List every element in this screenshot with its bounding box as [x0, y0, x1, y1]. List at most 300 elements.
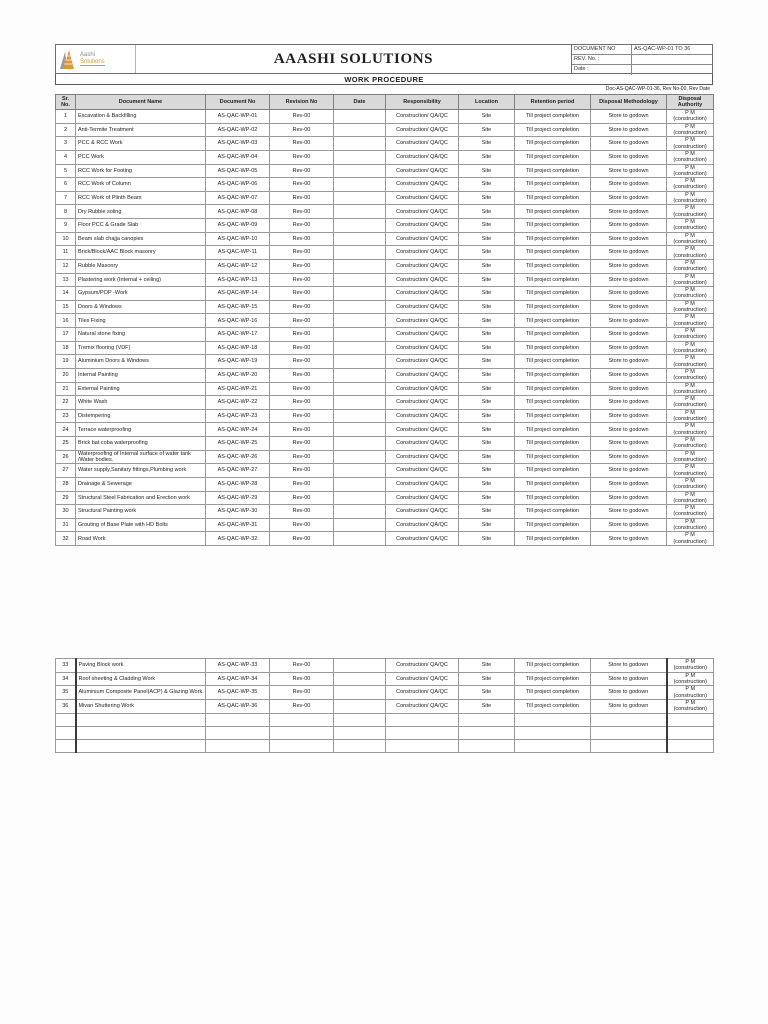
cell-location: Site — [459, 699, 515, 713]
table-row — [56, 328, 714, 342]
cell-sr-no: 27 — [56, 464, 76, 478]
cell-date — [334, 686, 386, 700]
cell-document-name: Mivan Shuttering Work — [76, 699, 206, 713]
cell-disposal-authority: P M (construction) — [667, 300, 714, 314]
cell-document-no: AS-QAC-WP-32 — [206, 532, 270, 546]
cell-location: Site — [459, 423, 515, 437]
cell-date — [334, 205, 386, 219]
table-row — [56, 355, 714, 369]
cell-responsibility: Construction/ QA/QC — [386, 178, 459, 192]
cell-date — [334, 382, 386, 396]
cell-document-name: White Wash — [76, 396, 206, 410]
cell-disposal-methodology: Store to godown — [591, 518, 667, 532]
cell-disposal-methodology: Store to godown — [591, 409, 667, 423]
cell-location: Site — [459, 437, 515, 451]
logo-wordmark — [80, 52, 105, 66]
cell-revision-no: Rev-00 — [270, 505, 334, 519]
cell-document-no: AS-QAC-WP-11 — [206, 246, 270, 260]
cell-disposal-methodology: Store to godown — [591, 150, 667, 164]
cell-location: Site — [459, 341, 515, 355]
cell-disposal-authority: P M (construction) — [667, 672, 714, 686]
cell-responsibility: Construction/ QA/QC — [386, 341, 459, 355]
cell-date — [334, 491, 386, 505]
cell-document-no — [206, 739, 270, 752]
table-row — [56, 437, 714, 451]
table-row — [56, 686, 714, 700]
company-title: AAASHI SOLUTIONS — [273, 50, 434, 67]
table-row — [56, 205, 714, 219]
cell-disposal-methodology: Store to godown — [591, 164, 667, 178]
cell-document-name: Grouting of Base Plate with HD Bolts — [76, 518, 206, 532]
cell-document-no: AS-QAC-WP-16 — [206, 314, 270, 328]
work-procedure-sheet — [55, 44, 713, 753]
cell-disposal-authority: P M (construction) — [667, 699, 714, 713]
table-row — [56, 219, 714, 233]
cell-revision-no: Rev-00 — [270, 532, 334, 546]
logo-text-bottom: Solutions — [80, 58, 105, 65]
cell-sr-no: 30 — [56, 505, 76, 519]
cell-sr-no: 3 — [56, 137, 76, 151]
cell-revision-no: Rev-00 — [270, 259, 334, 273]
cell-revision-no: Rev-00 — [270, 699, 334, 713]
cell-sr-no: 16 — [56, 314, 76, 328]
cell-sr-no: 21 — [56, 382, 76, 396]
cell-document-name: RCC Work of Column — [76, 178, 206, 192]
cell-document-no: AS-QAC-WP-36 — [206, 699, 270, 713]
cell-document-name: RCC Work for Footing — [76, 164, 206, 178]
cell-retention-period: Till project completion — [515, 686, 591, 700]
cell-document-name: Gypsum/POP -Work — [76, 287, 206, 301]
cell-revision-no: Rev-00 — [270, 341, 334, 355]
cell-revision-no: Rev-00 — [270, 437, 334, 451]
cell-disposal-methodology: Store to godown — [591, 437, 667, 451]
cell-location: Site — [459, 178, 515, 192]
cell-revision-no: Rev-00 — [270, 287, 334, 301]
cell-document-name: Aluminium Composite Panel(ACP) & Glazing Work. — [76, 686, 206, 700]
cell-disposal-methodology: Store to godown — [591, 368, 667, 382]
info-label: DOCUMENT NO — [572, 45, 632, 54]
cell-responsibility: Construction/ QA/QC — [386, 368, 459, 382]
cell-document-no: AS-QAC-WP-27 — [206, 464, 270, 478]
page-title: WORK PROCEDURE — [55, 74, 713, 85]
cell-disposal-methodology: Store to godown — [591, 259, 667, 273]
cell-sr-no: 1 — [56, 110, 76, 124]
cell-responsibility — [386, 739, 459, 752]
cell-document-name: Road Work — [76, 532, 206, 546]
table-row — [56, 287, 714, 301]
cell-location: Site — [459, 328, 515, 342]
cell-document-no: AS-QAC-WP-07 — [206, 191, 270, 205]
cell-sr-no: 35 — [56, 686, 76, 700]
info-label: Date : — [572, 65, 632, 75]
cell-document-name: Natural stone fixing — [76, 328, 206, 342]
cell-document-no: AS-QAC-WP-33 — [206, 659, 270, 673]
cell-sr-no: 33 — [56, 659, 76, 673]
cell-revision-no: Rev-00 — [270, 137, 334, 151]
cell-revision-no: Rev-00 — [270, 672, 334, 686]
cell-sr-no — [56, 739, 76, 752]
cell-disposal-methodology: Store to godown — [591, 178, 667, 192]
cell-date — [334, 739, 386, 752]
cell-document-name: Plastering work (Internal + ceiling) — [76, 273, 206, 287]
table-row-empty — [56, 726, 714, 739]
cell-responsibility: Construction/ QA/QC — [386, 150, 459, 164]
cell-disposal-methodology: Store to godown — [591, 396, 667, 410]
cell-sr-no: 22 — [56, 396, 76, 410]
cell-location: Site — [459, 382, 515, 396]
cell-disposal-authority — [667, 739, 714, 752]
cell-sr-no: 4 — [56, 150, 76, 164]
cell-revision-no: Rev-00 — [270, 355, 334, 369]
cell-revision-no: Rev-00 — [270, 314, 334, 328]
cell-disposal-authority: P M (construction) — [667, 246, 714, 260]
cell-date — [334, 273, 386, 287]
cell-revision-no: Rev-00 — [270, 396, 334, 410]
cell-retention-period: Till project completion — [515, 505, 591, 519]
cell-sr-no: 8 — [56, 205, 76, 219]
cell-document-no: AS-QAC-WP-08 — [206, 205, 270, 219]
cell-sr-no: 29 — [56, 491, 76, 505]
cell-document-no: AS-QAC-WP-15 — [206, 300, 270, 314]
cell-sr-no: 17 — [56, 328, 76, 342]
cell-document-no: AS-QAC-WP-23 — [206, 409, 270, 423]
cell-date — [334, 178, 386, 192]
cell-location: Site — [459, 137, 515, 151]
cell-disposal-authority: P M (construction) — [667, 287, 714, 301]
cell-disposal-authority — [667, 713, 714, 726]
cell-disposal-authority: P M (construction) — [667, 382, 714, 396]
cell-disposal-authority: P M (construction) — [667, 341, 714, 355]
cell-date — [334, 232, 386, 246]
cell-revision-no: Rev-00 — [270, 232, 334, 246]
cell-retention-period: Till project completion — [515, 150, 591, 164]
cell-responsibility: Construction/ QA/QC — [386, 491, 459, 505]
cell-responsibility: Construction/ QA/QC — [386, 659, 459, 673]
column-header-responsibility: Responsibility — [386, 95, 459, 110]
cell-sr-no: 15 — [56, 300, 76, 314]
cell-document-name — [76, 739, 206, 752]
cell-disposal-authority: P M (construction) — [667, 464, 714, 478]
cell-revision-no: Rev-00 — [270, 477, 334, 491]
cell-disposal-authority: P M (construction) — [667, 178, 714, 192]
logo-icon — [59, 48, 77, 70]
cell-location: Site — [459, 505, 515, 519]
cell-date — [334, 259, 386, 273]
cell-disposal-authority: P M (construction) — [667, 477, 714, 491]
cell-date — [334, 713, 386, 726]
cell-document-name: Structural Painting work — [76, 505, 206, 519]
cell-document-no: AS-QAC-WP-22 — [206, 396, 270, 410]
cell-retention-period — [515, 726, 591, 739]
cell-date — [334, 423, 386, 437]
table-row — [56, 532, 714, 546]
cell-retention-period: Till project completion — [515, 450, 591, 464]
cell-location — [459, 713, 515, 726]
logo-text-top: Aashi — [80, 52, 96, 59]
table-row — [56, 505, 714, 519]
cell-document-no: AS-QAC-WP-09 — [206, 219, 270, 233]
cell-sr-no: 13 — [56, 273, 76, 287]
cell-date — [334, 137, 386, 151]
cell-location: Site — [459, 191, 515, 205]
cell-sr-no: 25 — [56, 437, 76, 451]
cell-responsibility: Construction/ QA/QC — [386, 450, 459, 464]
cell-disposal-methodology: Store to godown — [591, 219, 667, 233]
cell-document-no: AS-QAC-WP-26 — [206, 450, 270, 464]
table-row — [56, 123, 714, 137]
cell-document-name: RCC Work of Plinth Beam — [76, 191, 206, 205]
cell-retention-period — [515, 713, 591, 726]
cell-document-no: AS-QAC-WP-29 — [206, 491, 270, 505]
table-row — [56, 164, 714, 178]
cell-retention-period: Till project completion — [515, 672, 591, 686]
table-row — [56, 423, 714, 437]
cell-disposal-methodology: Store to godown — [591, 300, 667, 314]
cell-revision-no: Rev-00 — [270, 164, 334, 178]
cell-retention-period: Till project completion — [515, 232, 591, 246]
cell-location: Site — [459, 300, 515, 314]
table-row — [56, 396, 714, 410]
cell-revision-no: Rev-00 — [270, 273, 334, 287]
cell-disposal-methodology: Store to godown — [591, 532, 667, 546]
cell-responsibility: Construction/ QA/QC — [386, 219, 459, 233]
cell-responsibility: Construction/ QA/QC — [386, 232, 459, 246]
cell-disposal-methodology: Store to godown — [591, 273, 667, 287]
cell-sr-no: 24 — [56, 423, 76, 437]
table-row — [56, 150, 714, 164]
cell-document-name: Drainage & Sewerage — [76, 477, 206, 491]
cell-revision-no: Rev-00 — [270, 178, 334, 192]
document-info-box — [571, 45, 712, 73]
cell-location: Site — [459, 464, 515, 478]
cell-date — [334, 518, 386, 532]
cell-date — [334, 726, 386, 739]
cell-disposal-methodology: Store to godown — [591, 423, 667, 437]
cell-retention-period: Till project completion — [515, 382, 591, 396]
cell-document-no: AS-QAC-WP-18 — [206, 341, 270, 355]
cell-date — [334, 450, 386, 464]
cell-document-no: AS-QAC-WP-06 — [206, 178, 270, 192]
cell-disposal-authority: P M (construction) — [667, 137, 714, 151]
cell-document-name: External Painting — [76, 382, 206, 396]
cell-document-name — [76, 713, 206, 726]
cell-sr-no: 14 — [56, 287, 76, 301]
cell-responsibility: Construction/ QA/QC — [386, 164, 459, 178]
cell-document-name: Brick/Block/AAC Block masonry — [76, 246, 206, 260]
cell-location: Site — [459, 672, 515, 686]
cell-disposal-methodology: Store to godown — [591, 659, 667, 673]
cell-document-name: Beam slab chajja canopies — [76, 232, 206, 246]
cell-disposal-authority: P M (construction) — [667, 123, 714, 137]
cell-document-name: Anti-Termite Treatment — [76, 123, 206, 137]
cell-disposal-methodology: Store to godown — [591, 232, 667, 246]
table-row-empty — [56, 739, 714, 752]
cell-disposal-authority: P M (construction) — [667, 314, 714, 328]
cell-revision-no: Rev-00 — [270, 659, 334, 673]
cell-sr-no: 11 — [56, 246, 76, 260]
cell-location — [459, 726, 515, 739]
cell-document-no: AS-QAC-WP-31 — [206, 518, 270, 532]
cell-revision-no — [270, 726, 334, 739]
cell-location: Site — [459, 273, 515, 287]
cell-date — [334, 659, 386, 673]
cell-responsibility: Construction/ QA/QC — [386, 382, 459, 396]
cell-revision-no: Rev-00 — [270, 110, 334, 124]
cell-revision-no: Rev-00 — [270, 382, 334, 396]
cell-date — [334, 368, 386, 382]
cell-document-no: AS-QAC-WP-13 — [206, 273, 270, 287]
cell-retention-period: Till project completion — [515, 409, 591, 423]
cell-revision-no: Rev-00 — [270, 450, 334, 464]
cell-disposal-methodology: Store to godown — [591, 110, 667, 124]
cell-sr-no: 6 — [56, 178, 76, 192]
table-row — [56, 659, 714, 673]
cell-document-name: Paving Block work — [76, 659, 206, 673]
cell-retention-period: Till project completion — [515, 532, 591, 546]
cell-responsibility: Construction/ QA/QC — [386, 396, 459, 410]
cell-document-name: Waterproofing of Internal surface of water tank /Water bodies. — [76, 450, 206, 464]
cell-location: Site — [459, 686, 515, 700]
info-row-document-no — [572, 45, 712, 55]
cell-sr-no: 34 — [56, 672, 76, 686]
table-header-row — [56, 95, 714, 110]
cell-disposal-methodology: Store to godown — [591, 505, 667, 519]
cell-responsibility: Construction/ QA/QC — [386, 273, 459, 287]
cell-date — [334, 219, 386, 233]
cell-date — [334, 464, 386, 478]
cell-date — [334, 477, 386, 491]
cell-responsibility: Construction/ QA/QC — [386, 423, 459, 437]
cell-date — [334, 164, 386, 178]
cell-date — [334, 672, 386, 686]
document-header — [55, 44, 713, 74]
cell-responsibility: Construction/ QA/QC — [386, 355, 459, 369]
cell-date — [334, 532, 386, 546]
cell-location: Site — [459, 477, 515, 491]
cell-disposal-authority: P M (construction) — [667, 686, 714, 700]
cell-disposal-authority: P M (construction) — [667, 259, 714, 273]
cell-document-name: PCC Work — [76, 150, 206, 164]
cell-retention-period: Till project completion — [515, 423, 591, 437]
cell-retention-period: Till project completion — [515, 300, 591, 314]
cell-location: Site — [459, 659, 515, 673]
cell-document-name: Doors & Windows — [76, 300, 206, 314]
cell-responsibility: Construction/ QA/QC — [386, 110, 459, 124]
cell-disposal-authority: P M (construction) — [667, 150, 714, 164]
cell-location — [459, 739, 515, 752]
cell-document-name: Structural Steel Fabrication and Erection work — [76, 491, 206, 505]
cell-responsibility: Construction/ QA/QC — [386, 699, 459, 713]
cell-responsibility: Construction/ QA/QC — [386, 287, 459, 301]
cell-responsibility: Construction/ QA/QC — [386, 123, 459, 137]
cell-document-name: Distempering — [76, 409, 206, 423]
cell-location: Site — [459, 287, 515, 301]
cell-sr-no: 9 — [56, 219, 76, 233]
cell-sr-no: 18 — [56, 341, 76, 355]
cell-revision-no: Rev-00 — [270, 491, 334, 505]
cell-disposal-authority: P M (construction) — [667, 328, 714, 342]
column-header-document-name: Document Name — [76, 95, 206, 110]
table-row — [56, 191, 714, 205]
table-row — [56, 477, 714, 491]
cell-retention-period: Till project completion — [515, 110, 591, 124]
cell-disposal-authority: P M (construction) — [667, 191, 714, 205]
cell-disposal-methodology: Store to godown — [591, 328, 667, 342]
cell-responsibility: Construction/ QA/QC — [386, 505, 459, 519]
cell-location: Site — [459, 355, 515, 369]
cell-retention-period: Till project completion — [515, 259, 591, 273]
cell-sr-no: 28 — [56, 477, 76, 491]
cell-responsibility: Construction/ QA/QC — [386, 686, 459, 700]
cell-responsibility: Construction/ QA/QC — [386, 300, 459, 314]
cell-retention-period: Till project completion — [515, 659, 591, 673]
cell-responsibility: Construction/ QA/QC — [386, 328, 459, 342]
table-row — [56, 368, 714, 382]
cell-retention-period: Till project completion — [515, 287, 591, 301]
cell-sr-no: 5 — [56, 164, 76, 178]
info-value — [632, 65, 712, 75]
cell-document-no: AS-QAC-WP-05 — [206, 164, 270, 178]
cell-responsibility: Construction/ QA/QC — [386, 314, 459, 328]
cell-disposal-authority: P M (construction) — [667, 532, 714, 546]
cell-disposal-authority: P M (construction) — [667, 273, 714, 287]
cell-disposal-authority: P M (construction) — [667, 423, 714, 437]
cell-document-no: AS-QAC-WP-25 — [206, 437, 270, 451]
cell-date — [334, 355, 386, 369]
cell-retention-period: Till project completion — [515, 137, 591, 151]
cell-disposal-authority: P M (construction) — [667, 368, 714, 382]
cell-document-name: Floor PCC & Grade Slab — [76, 219, 206, 233]
cell-retention-period: Till project completion — [515, 477, 591, 491]
cell-sr-no: 19 — [56, 355, 76, 369]
cell-date — [334, 396, 386, 410]
table-row — [56, 178, 714, 192]
cell-disposal-authority: P M (construction) — [667, 505, 714, 519]
cell-disposal-methodology — [591, 739, 667, 752]
cell-disposal-authority: P M (construction) — [667, 491, 714, 505]
cell-disposal-methodology: Store to godown — [591, 672, 667, 686]
cell-location: Site — [459, 110, 515, 124]
cell-revision-no: Rev-00 — [270, 246, 334, 260]
cell-responsibility: Construction/ QA/QC — [386, 191, 459, 205]
cell-revision-no — [270, 713, 334, 726]
cell-revision-no: Rev-00 — [270, 464, 334, 478]
cell-document-no: AS-QAC-WP-19 — [206, 355, 270, 369]
cell-disposal-methodology: Store to godown — [591, 287, 667, 301]
cell-revision-no: Rev-00 — [270, 409, 334, 423]
cell-disposal-methodology: Store to godown — [591, 464, 667, 478]
cell-document-no: AS-QAC-WP-28 — [206, 477, 270, 491]
cell-disposal-methodology: Store to godown — [591, 137, 667, 151]
cell-document-no: AS-QAC-WP-24 — [206, 423, 270, 437]
cell-disposal-methodology: Store to godown — [591, 699, 667, 713]
cell-document-no: AS-QAC-WP-34 — [206, 672, 270, 686]
cell-revision-no: Rev-00 — [270, 300, 334, 314]
cell-document-name: Tiles Fixing — [76, 314, 206, 328]
cell-sr-no: 31 — [56, 518, 76, 532]
cell-revision-no: Rev-00 — [270, 191, 334, 205]
cell-document-no: AS-QAC-WP-01 — [206, 110, 270, 124]
cell-date — [334, 699, 386, 713]
cell-location: Site — [459, 164, 515, 178]
cell-date — [334, 328, 386, 342]
cell-retention-period: Till project completion — [515, 518, 591, 532]
cell-document-no: AS-QAC-WP-17 — [206, 328, 270, 342]
cell-document-name: Internal Painting — [76, 368, 206, 382]
cell-disposal-methodology — [591, 726, 667, 739]
cell-document-no: AS-QAC-WP-04 — [206, 150, 270, 164]
work-procedure-table-continued — [55, 658, 714, 753]
